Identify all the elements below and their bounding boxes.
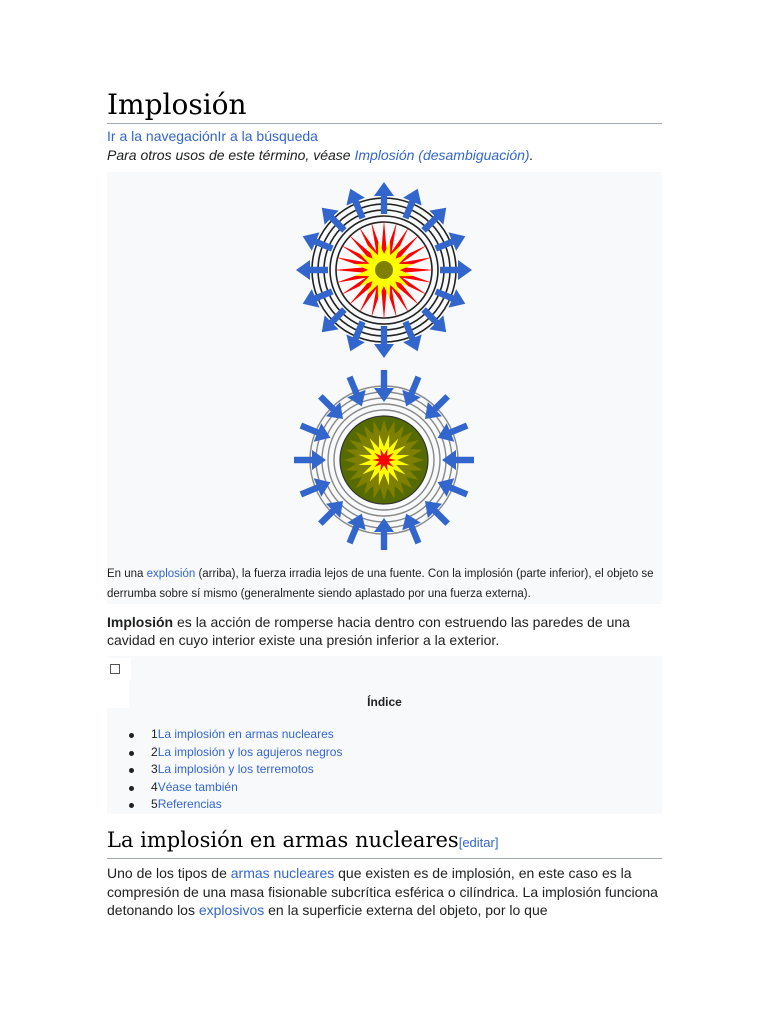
toc-toggle[interactable] (107, 658, 131, 680)
caption-part-1: En una (107, 568, 147, 580)
force-arrow (435, 289, 466, 308)
hatnote (107, 146, 533, 164)
explosives-link[interactable]: explosivos (198, 902, 265, 918)
figure-caption (107, 564, 662, 604)
figure (107, 172, 662, 604)
edit-section-link[interactable]: [editar] (458, 835, 499, 850)
toc-item[interactable]: 3La implosión y los terremotos (129, 761, 342, 779)
page-title: Implosión (107, 88, 662, 124)
section-title: La implosión en armas nucleares (107, 828, 459, 852)
explosion-link[interactable]: explosión (146, 568, 196, 580)
force-arrow (403, 189, 422, 220)
hatnote-prefix: Para otros usos de este término, véase (107, 147, 355, 163)
force-arrow (303, 289, 334, 308)
toc-link[interactable]: Véase también (157, 779, 238, 794)
force-arrow (403, 321, 422, 352)
force-arrow (318, 501, 343, 526)
toc-link[interactable]: La implosión en armas nucleares (157, 727, 334, 741)
toc-item[interactable]: 2La implosión y los agujeros negros (129, 744, 342, 762)
table-of-contents (107, 656, 662, 814)
toc-link[interactable]: La implosión y los agujeros negros (157, 744, 343, 759)
lead-text: es la acción de romperse hacia dentro con estruendo las paredes de una cavidad en cuyo interior existe una presión inferior a la exterior. (107, 614, 630, 648)
disambiguation-link[interactable]: Implosión (desambiguación) (354, 147, 530, 163)
implosion-illustration (294, 370, 474, 550)
nuclear-weapons-link[interactable]: armas nucleares (230, 865, 335, 881)
lead-term: Implosión (107, 614, 174, 630)
hatnote-suffix: . (529, 147, 534, 163)
toc-item[interactable]: 4Véase también (129, 779, 342, 797)
explosion-implosion-diagram (107, 172, 662, 562)
toc-list (129, 726, 342, 814)
lead-paragraph (107, 613, 662, 649)
toc-toggle-checkbox[interactable] (110, 664, 120, 674)
caption-part-2: (arriba), la fuerza irradia lejos de una fuente. Con la implosión (parte inferior), el objeto se derrumba sobre sí mismo (generalmente siendo aplastado por una fuerza externa). (107, 568, 654, 600)
jump-to-search-link[interactable]: Ir a la búsqueda (217, 128, 318, 144)
toc-item[interactable]: 1La implosión en armas nucleares (129, 726, 342, 744)
section-heading (107, 826, 662, 859)
force-arrow (346, 189, 365, 220)
force-arrow (346, 321, 365, 352)
toc-link[interactable]: Referencias (157, 797, 222, 812)
force-arrow (425, 394, 450, 419)
toc-item[interactable]: 5Referencias (129, 796, 342, 814)
force-arrow (318, 394, 343, 419)
toc-link[interactable]: La implosión y los terremotos (157, 762, 314, 777)
force-arrow (435, 232, 466, 251)
explosion-illustration (296, 182, 472, 358)
toc-title: Índice (367, 695, 402, 709)
section-paragraph: Uno de los tipos de armas nucleares que existen es de implosión, en este caso es la compresión de una masa fisionable subcrítica esférica o cilíndrica. La implosión funciona detonando los explosivos en la superficie externa del objeto, por lo que (107, 865, 658, 918)
jump-to-navigation-link[interactable]: Ir a la navegación (107, 128, 218, 144)
jump-links (107, 127, 318, 145)
force-arrow (425, 501, 450, 526)
force-arrow (303, 232, 334, 251)
